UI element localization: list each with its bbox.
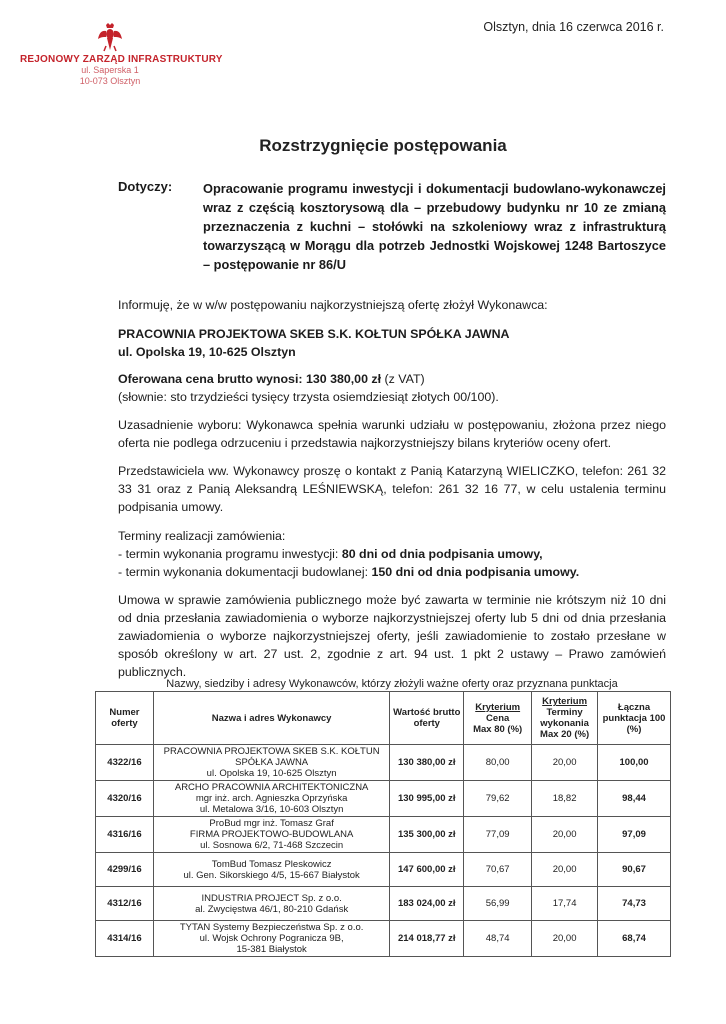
subject-text: Opracowanie programu inwestycji i dokumentacji budowlano-wykonawczej wraz z częścią kosztorysową dla – przebudowy budynku nr 10 ze zmianą przeznaczenia z kuchni – stołówki na szkoleniowy wraz z infrastrukturą towarzyszącą w Morągu dla potrzeb Jednostki Wojskowej 1248 Bartoszyce – postępowanie nr 86/U [203,181,666,272]
contractor-name-address [153,817,389,853]
contractor-line: ul. Opolska 19, 10-625 Olsztyn [206,768,337,779]
document-date: Olsztyn, dnia 16 czerwca 2016 r. [483,20,664,34]
offer-value: 147 600,00 zł [390,853,464,887]
contractor-line: ul. Sosnowa 6/2, 71-468 Szczecin [200,840,344,851]
offer-value: 130 380,00 zł [390,745,464,781]
header-criterion-price [464,692,532,745]
price-points: 79,62 [464,781,532,817]
table-caption: Nazwy, siedziby i adresy Wykonawców, którzy złożyli ważne oferty oraz przyznana punktacja [166,678,618,690]
contractor-line: ul. Wojsk Ochrony Pogranicza 9B, [199,933,344,944]
price-label: Oferowana cena brutto wynosi: 130 380,00 zł [118,372,382,386]
price-block [118,370,666,406]
header-name: Nazwa i adres Wykonawcy [153,692,389,745]
offer-number: 4314/16 [96,921,154,957]
offer-value: 183 024,00 zł [390,887,464,921]
offer-number: 4316/16 [96,817,154,853]
offer-number: 4322/16 [96,745,154,781]
contractor-name-address [153,921,389,957]
contractor-line: ul. Gen. Sikorskiego 4/5, 15-667 Białystok [183,869,360,881]
contractor-line: TYTAN Systemy Bezpieczeństwa Sp. z o.o. [179,922,364,933]
eagle-emblem-icon [97,22,123,52]
offers-table [95,691,671,957]
table-row [96,921,671,957]
title-block [0,136,726,156]
info-line: Informuję, że w w/w postępowaniu najkorzystniejszą ofertę złożył Wykonawca: [118,298,548,312]
term-1-prefix: - termin wykonania programu inwestycji: [118,547,342,561]
total-points: 90,67 [598,853,671,887]
table-row [96,887,671,921]
criterion-2-title: Kryterium [542,696,588,707]
table-row [96,853,671,887]
contractor-name-address [153,781,389,817]
contractor-line: TomBud Tomasz Pleskowicz [211,858,332,870]
total-points: 100,00 [598,745,671,781]
table-row [96,817,671,853]
total-points: 68,74 [598,921,671,957]
page-title: Rozstrzygnięcie postępowania [259,136,507,155]
criterion-1-max: Max 80 (%) [473,723,523,735]
total-points: 97,09 [598,817,671,853]
office-name: REJONOWY ZARZĄD INFRASTRUKTURY [20,54,223,65]
total-points: 98,44 [598,781,671,817]
contractor-line: ProBud mgr inż. Tomasz Graf [209,818,334,829]
price-points: 70,67 [464,853,532,887]
offer-value: 130 995,00 zł [390,781,464,817]
contractor-line: FIRMA PROJEKTOWO-BUDOWLANA [189,829,354,840]
contractor-line: al. Zwycięstwa 46/1, 80-210 Gdańsk [195,903,349,915]
contractor-name-address [153,853,389,887]
criterion-2-max: Max 20 (%) [540,729,590,740]
term-1-value: 80 dni od dnia podpisania umowy, [341,547,543,561]
term-points: 18,82 [532,781,598,817]
term-points: 20,00 [532,921,598,957]
header-value: Wartość brutto oferty [390,692,464,745]
price-points: 80,00 [464,745,532,781]
offer-value: 214 018,77 zł [390,921,464,957]
contractor-line: SPÓŁKA JAWNA [235,757,309,768]
price-points: 56,99 [464,887,532,921]
offer-number: 4312/16 [96,887,154,921]
contractor-line: 15-381 Białystok [236,944,307,955]
criterion-1-name: Cena [486,712,510,724]
contact-info: Przedstawiciela ww. Wykonawcy proszę o kontakt z Panią Katarzyną WIELICZKO, telefon: 261 32 33 31 oraz z Panią Aleksandrą LEŚNIEWSKĄ, telefon: 261 32 16 77, w celu ustalenia terminu podpisania umowy. [118,464,666,514]
term-points: 20,00 [532,853,598,887]
terms-heading: Terminy realizacji zamówienia: [118,529,286,543]
office-city: 10-073 Olsztyn [79,76,141,86]
price-vat: (z VAT) [381,372,425,386]
offer-number: 4320/16 [96,781,154,817]
winner-address: ul. Opolska 19, 10-625 Olsztyn [118,345,296,359]
contractor-line: ARCHO PRACOWNIA ARCHITEKTONICZNA [174,782,369,793]
terms-block [118,527,666,581]
table-header-row [96,692,671,745]
offer-number: 4299/16 [96,853,154,887]
contractor-line: INDUSTRIA PROJECT Sp. z o.o. [201,892,342,904]
contractor-line: mgr inż. arch. Agnieszka Oprzyńska [195,793,348,804]
header-criterion-terms [532,692,598,745]
total-points: 74,73 [598,887,671,921]
justification: Uzasadnienie wyboru: Wykonawca spełnia warunki udziału w postępowaniu, złożona przez niego oferta nie podlega odrzuceniu i przedstawia najkorzystniejszy bilans kryteriów oceny ofert. [118,418,666,450]
contract-note: Umowa w sprawie zamówienia publicznego może być zawarta w terminie nie krótszym niż 10 dni od dnia przesłania zawiadomienia o wyborze najkorzystniejszej oferty lub 5 dni od dnia przesłania zawiadomienia o wyborze najkorzystniejszej oferty, jeśli zawiadomienie to zostało przesłane w sposób określony w art. 27 ust. 2, zgodnie z art. 94 ust. 1 pkt 2 ustawy – Prawo zamówień publicznych. [118,593,666,679]
contractor-name-address [153,887,389,921]
term-2-prefix: - termin wykonania dokumentacji budowlanej: [118,565,372,579]
term-2-value: 150 dni od dnia podpisania umowy. [371,565,580,579]
price-words: (słownie: sto trzydzieści tysięcy trzysta osiemdziesiąt złotych 00/100). [118,390,499,404]
table-row [96,745,671,781]
term-points: 20,00 [532,745,598,781]
office-letterhead [20,22,223,87]
contractor-line: PRACOWNIA PROJEKTOWA SKEB S.K. KOŁTUN [163,746,380,757]
winner-name: PRACOWNIA PROJEKTOWA SKEB S.K. KOŁTUN SPÓŁKA JAWNA [118,327,510,341]
header-number: Numer oferty [96,692,154,745]
header-total: Łączna punktacja 100 (%) [598,692,671,745]
price-points: 77,09 [464,817,532,853]
criterion-2-name: Terminy wykonania [540,707,589,729]
term-points: 17,74 [532,887,598,921]
contractor-name-address [153,745,389,781]
table-row [96,781,671,817]
contractor-line: ul. Metalowa 3/16, 10-603 Olsztyn [199,804,344,815]
offer-value: 135 300,00 zł [390,817,464,853]
subject-label: Dotyczy: [118,179,173,194]
criterion-1-title: Kryterium [475,701,521,713]
price-points: 48,74 [464,921,532,957]
office-street: ul. Saperska 1 [81,65,139,75]
winner-block [118,325,666,361]
term-points: 20,00 [532,817,598,853]
